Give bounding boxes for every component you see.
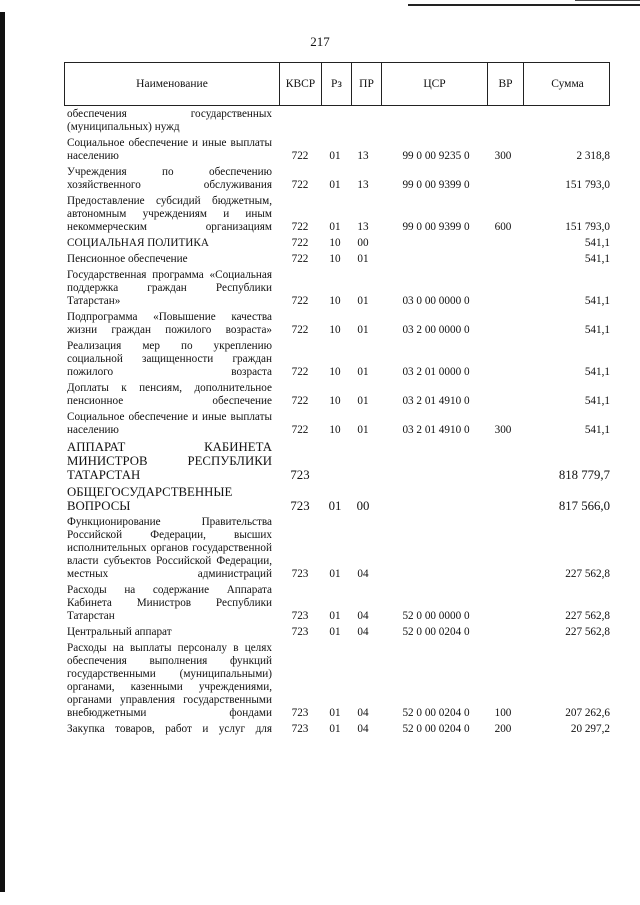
cell-pr: 00 [356,499,370,513]
cell-csr: 52 0 00 0000 0 [402,610,470,622]
table-header [64,62,610,106]
cell-sum: 541,1 [584,295,610,307]
header-csr: ЦСР [381,63,487,105]
cell-sum: 541,1 [584,324,610,336]
cell-rz: 01 [329,707,341,719]
cell-name: Социальное обеспечение и иные выплаты населению [67,411,272,436]
top-rule-short [575,0,640,1]
cell-pr: 04 [357,707,369,719]
table-row [64,485,610,513]
cell-kvsr: 722 [291,221,309,233]
table-row [64,253,610,266]
cell-pr: 01 [357,324,369,336]
header-name: Наименование [136,78,208,90]
table-row [64,108,610,134]
cell-kvsr: 722 [291,295,309,307]
cell-kvsr: 722 [291,253,309,265]
cell-pr: 00 [357,237,369,249]
cell-pr: 04 [357,610,369,622]
cell-csr: 03 2 01 4910 0 [402,424,470,436]
cell-sum: 20 297,2 [570,723,610,735]
header-pr: ПР [351,63,381,105]
cell-name: Центральный аппарат [67,626,172,638]
cell-sum: 151 793,0 [565,221,610,233]
cell-rz: 10 [329,324,341,336]
cell-vr: 200 [494,723,512,735]
cell-sum: 2 318,8 [576,150,610,162]
cell-rz: 01 [329,610,341,622]
cell-sum: 151 793,0 [565,179,610,191]
cell-kvsr: 723 [290,499,310,513]
cell-csr: 03 2 00 0000 0 [402,324,470,336]
scan-edge-bar [0,12,5,892]
cell-name: Учреждения по обеспечению хозяйственного обслуживания [67,166,272,191]
cell-kvsr: 723 [291,568,309,580]
cell-csr: 99 0 00 9235 0 [402,150,470,162]
cell-sum: 227 562,8 [565,568,610,580]
cell-name: Подпрограмма «Повышение качества жизни граждан пожилого возраста» [67,311,272,336]
cell-csr: 03 0 00 0000 0 [402,295,470,307]
cell-csr: 03 2 01 0000 0 [402,366,470,378]
cell-kvsr: 723 [291,707,309,719]
cell-kvsr: 722 [291,324,309,336]
cell-rz: 01 [329,723,341,735]
table-row [64,642,610,720]
cell-rz: 01 [329,626,341,638]
cell-rz: 01 [328,499,342,513]
cell-sum: 207 262,6 [565,707,610,719]
cell-name: СОЦИАЛЬНАЯ ПОЛИТИКА [67,237,209,249]
cell-pr: 04 [357,626,369,638]
cell-sum: 817 566,0 [558,499,610,513]
cell-rz: 10 [329,253,341,265]
cell-name: Предоставление субсидий бюджетным, автономным учреждениям и иным некоммерческим организациям [67,195,272,233]
cell-rz: 10 [329,424,341,436]
cell-sum: 227 562,8 [565,610,610,622]
cell-kvsr: 722 [291,424,309,436]
cell-vr: 300 [494,150,512,162]
page-number: 217 [310,34,330,49]
table-row [64,137,610,163]
table-row [64,382,610,408]
cell-name: Расходы на содержание Аппарата Кабинета Министров Республики Татарстан [67,584,272,622]
cell-name: Доплаты к пенсиям, дополнительное пенсионное обеспечение [67,382,272,407]
cell-kvsr: 722 [291,179,309,191]
table-row [64,626,610,639]
cell-kvsr: 722 [291,366,309,378]
cell-sum: 818 779,7 [558,468,610,482]
header-rz: Рз [321,63,351,105]
cell-rz: 10 [329,237,341,249]
cell-sum: 227 562,8 [565,626,610,638]
table-row [64,237,610,250]
cell-kvsr: 723 [290,468,310,482]
cell-pr: 01 [357,366,369,378]
cell-pr: 04 [357,568,369,580]
cell-name: ОБЩЕГОСУДАРСТВЕННЫЕ ВОПРОСЫ [67,485,233,513]
cell-csr: 52 0 00 0204 0 [402,707,470,719]
cell-kvsr: 722 [291,150,309,162]
cell-sum: 541,1 [584,237,610,249]
cell-name: Социальное обеспечение и иные выплаты населению [67,137,272,162]
cell-pr: 13 [357,179,369,191]
cell-vr: 600 [494,221,512,233]
cell-name: Расходы на выплаты персоналу в целях обеспечения выполнения функций государственными (муниципальными) органами, казенными учреждениями, органами управления государственными внебюджетными фондами [67,642,272,719]
cell-name: Пенсионное обеспечение [67,253,188,265]
cell-pr: 01 [357,253,369,265]
cell-pr: 01 [357,295,369,307]
cell-csr: 99 0 00 9399 0 [402,221,470,233]
cell-rz: 01 [329,221,341,233]
cell-rz: 01 [329,150,341,162]
cell-rz: 01 [329,179,341,191]
cell-csr: 99 0 00 9399 0 [402,179,470,191]
cell-kvsr: 723 [291,610,309,622]
table-row [64,584,610,623]
table-row [64,723,610,736]
header-kvsr: КВСР [279,63,321,105]
cell-vr: 100 [494,707,512,719]
cell-csr: 03 2 01 4910 0 [402,395,470,407]
cell-sum: 541,1 [584,253,610,265]
table-row [64,440,610,482]
header-sum: Сумма [523,63,611,105]
cell-vr: 300 [494,424,512,436]
cell-pr: 01 [357,424,369,436]
header-vr: ВР [487,63,523,105]
cell-rz: 01 [329,568,341,580]
cell-kvsr: 723 [291,723,309,735]
cell-rz: 10 [329,295,341,307]
table-row [64,340,610,379]
cell-pr: 13 [357,221,369,233]
table-row [64,311,610,337]
table-row [64,166,610,192]
cell-csr: 52 0 00 0204 0 [402,626,470,638]
cell-rz: 10 [329,395,341,407]
table-row [64,411,610,437]
cell-csr: 52 0 00 0204 0 [402,723,470,735]
cell-pr: 13 [357,150,369,162]
cell-kvsr: 722 [291,237,309,249]
cell-name: Государственная программа «Социальная поддержка граждан Республики Татарстан» [67,269,272,307]
cell-name: Реализация мер по укреплению социальной защищенности граждан пожилого возраста [67,340,272,378]
cell-kvsr: 723 [291,626,309,638]
cell-name: обеспечения государственных (муниципальных) нужд [67,108,272,133]
cell-pr: 04 [357,723,369,735]
table-row [64,269,610,308]
cell-kvsr: 722 [291,395,309,407]
cell-sum: 541,1 [584,395,610,407]
table-row [64,516,610,581]
cell-rz: 10 [329,366,341,378]
cell-pr: 01 [357,395,369,407]
budget-table-body [64,108,610,739]
cell-sum: 541,1 [584,424,610,436]
cell-name: Закупка товаров, работ и услуг для [67,723,272,735]
cell-name: АППАРАТ КАБИНЕТА МИНИСТРОВ РЕСПУБЛИКИ ТАТАРСТАН [67,440,272,482]
cell-sum: 541,1 [584,366,610,378]
table-row [64,195,610,234]
cell-name: Функционирование Правительства Российской Федерации, высших исполнительных органов государственной власти субъектов Российской Федерации, местных администраций [67,516,272,580]
top-rule [408,4,640,6]
